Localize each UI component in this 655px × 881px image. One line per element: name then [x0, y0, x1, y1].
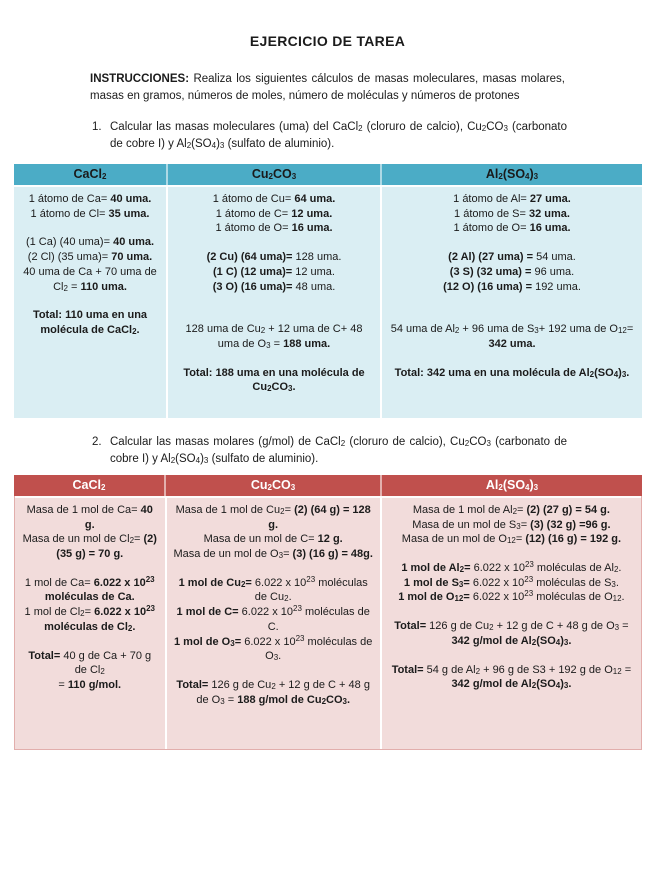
cell-line: 1 mol de Ca= 6.022 x $10^{23}$ moléculas de Ca.: [24, 574, 155, 604]
cell-line: Masa de un mol de C= 12 g.: [203, 533, 343, 546]
cell-line: [388, 308, 636, 322]
cell-line: [173, 664, 374, 678]
cell-line: 1 átomo de C= 12 uma.: [215, 207, 333, 220]
table-molar-masses: [14, 475, 642, 750]
cell-line: [388, 294, 636, 308]
cell-line: Masa de 1 mol de $Cu_2= (2)$ (64 g) = 128 g.: [175, 503, 371, 531]
cell-line: (12 O) (16 uma) = 192 uma.: [443, 280, 581, 293]
list-item-2: [92, 434, 567, 469]
cell-line: (2 Cl) (35 uma)= 70 uma.: [27, 251, 153, 264]
table1-header-cu2co3: $Cu_2CO_3$: [166, 164, 380, 185]
cell-line: (3 S) (32 uma) = 96 uma.: [449, 265, 575, 278]
table2-cell-al2so43: [380, 496, 641, 749]
cell-line: Masa de un mol de $O_3= (3)$ (16 g) = 48g.: [173, 548, 373, 561]
cell-line: 1 mol de $S_3= 6.022$ x $10^{23}$ moléculas de $S_3$.: [403, 574, 619, 589]
cell-line: 1 mol de $Cu_2= 6.022$ x $10^{23}$ moléculas de $Cu_2$.: [178, 574, 368, 604]
cell-line: (2 Cu) (64 uma)= 128 uma.: [206, 251, 342, 264]
cell-line: [20, 294, 160, 308]
list-number: 2.: [92, 435, 102, 448]
table2-header-cacl2: CaCl$_2$: [14, 475, 164, 496]
cell-line: 1 mol de $O_3= 6.022$ x $10^{23}$ moléculas de $O_3$.: [174, 633, 373, 663]
cell-line: 1 átomo de Al= 27 uma.: [453, 192, 571, 205]
cell-line: 54 uma de $Al_2 + 96$ uma de $S_3+ 192$ uma de $O_{12}= 342$ uma.: [390, 323, 634, 351]
table2-cell-cu2co3: [165, 496, 380, 749]
cell-line: (2 Al) (27 uma) = 54 uma.: [448, 251, 576, 264]
cell-line: 1 mol de C= 6.022 x $10^{23}$ moléculas de C.: [176, 604, 370, 633]
cell-line: Total: 188 uma en una molécula de $Cu_2CO_3$.: [183, 366, 365, 394]
cell-line: 1 mol de $Cl_2= 6.022$ x $10^{23}$ moléculas de $Cl_2$.: [24, 604, 155, 633]
cell-line: (1 Ca) (40 uma)= 40 uma.: [25, 236, 155, 249]
cell-line: Masa de 1 mol de Ca= 40 g.: [26, 503, 153, 531]
cell-line: [174, 308, 374, 322]
cell-line: [174, 236, 374, 250]
cell-line: [174, 294, 374, 308]
cell-line: 1 átomo de Cl= 35 uma.: [30, 207, 150, 220]
list-number: 1.: [92, 120, 102, 133]
cell-line: 1 átomo de O= 16 uma.: [453, 222, 571, 235]
page-title: EJERCICIO DE TAREA: [249, 33, 406, 49]
cell-line: Masa de un mol de $S_3= (3)$ (32 g) =96 g.: [412, 518, 611, 531]
table1-cell-cacl2: [14, 185, 166, 418]
cell-line: [20, 221, 160, 235]
cell-line: Total= 54 g de $Al_2 + 96$ g de S3 + 192 g de $O_{12} = 342$ g/mol de $Al_2(SO_4)_3$.: [391, 663, 632, 691]
cell-line: Total= 126 g de $Cu_2 + 12$ g de C + 48 g de $O_3 = 188$ g/mol de $Cu_2CO_3$.: [176, 679, 370, 706]
cell-line: 1 átomo de O= 16 uma.: [215, 222, 333, 235]
cell-line: [173, 562, 374, 576]
instructions-paragraph: INSTRUCCIONES: Realiza los siguientes cálculos de masas moleculares, masas molares, masas en gramos, números de moles, número de moléculas y números de protones: [90, 73, 565, 103]
table1-header-al2so43: $Al_2(SO_4)_3$: [380, 164, 642, 185]
cell-line: [388, 236, 636, 250]
table2-cell-cacl2: [15, 496, 165, 749]
list-item-text: Calcular las masas moleculares (uma) del CaCl$_2$ (cloruro de calcio), $Cu_2CO_3$ (carbonato de cobre I) y $Al_2(SO_4)_3$ (sulfato de aluminio).: [110, 120, 568, 151]
table-molecular-masses: [14, 164, 642, 418]
cell-line: = 110 g/mol.: [58, 679, 122, 692]
list-item-1: [92, 119, 567, 154]
cell-line: 128 uma de $Cu_2 + 12$ uma de C+ 48 uma de $O_3 = 188$ uma.: [185, 323, 363, 351]
cell-line: 1 átomo de S= 32 uma.: [454, 207, 570, 220]
cell-line: 1 átomo de Ca= 40 uma.: [28, 192, 152, 205]
table1-header-row: [14, 164, 642, 185]
cell-line: [388, 547, 635, 561]
cell-line: [21, 635, 159, 649]
cell-line: Masa de un mol de $O_{12}= (12)$ (16 g) = 192 g.: [401, 533, 622, 546]
cell-line: 1 mol de $O_{12}= 6.022$ x $10^{23}$ moléculas de $O_{12}$.: [398, 589, 625, 604]
document-page: [0, 33, 655, 881]
cell-line: [388, 352, 636, 366]
cell-line: Masa de 1 mol de $Al_2= (2)$ (27 g) = 54 g.: [412, 503, 610, 516]
cell-line: 1 átomo de Cu= 64 uma.: [212, 192, 336, 205]
cell-line: (3 O) (16 uma)= 48 uma.: [212, 280, 336, 293]
cell-line: 1 mol de $Al_2= 6.022$ x $10^{23}$ moléculas de $Al_2$.: [401, 560, 622, 575]
table2-header-row: [14, 475, 642, 496]
table1-body-row: [14, 185, 642, 418]
table1-cell-al2so43: [380, 185, 642, 418]
cell-line: [388, 649, 635, 663]
list-item-text: Calcular las masas molares (g/mol) de CaCl$_2$ (cloruro de calcio), $Cu_2CO_3$ (carbonato de cobre I) y $Al_2(SO_4)_3$ (sulfato de aluminio).: [110, 435, 567, 466]
table2-header-al2so43: $Al_2(SO_4)_3$: [380, 475, 642, 496]
table1-cell-cu2co3: [166, 185, 380, 418]
cell-line: Total: 342 uma en una molécula de $Al_2(SO_4)_3$.: [394, 366, 630, 379]
cell-line: [21, 562, 159, 576]
cell-line: [388, 605, 635, 619]
table2-header-cu2co3: $Cu_2CO_3$: [164, 475, 380, 496]
cell-line: (1 C) (12 uma)= 12 uma.: [213, 265, 335, 278]
table1-header-cacl2: CaCl$_2$: [14, 164, 166, 185]
table2-body-row: [14, 496, 642, 750]
cell-line: Total: 110 uma en una molécula de CaCl$_2$.: [32, 309, 148, 337]
cell-line: [174, 352, 374, 366]
cell-line: Total= 40 g de Ca + 70 g de $Cl_2$: [28, 649, 152, 677]
cell-line: Total= 126 g de $Cu_2 + 12$ g de C + 48 g de $O_3 = 342$ g/mol de $Al_2(SO_4)_3$.: [394, 620, 629, 647]
cell-line: 40 uma de Ca + 70 uma de $Cl_2 = 110$ uma.: [23, 265, 157, 293]
cell-line: Masa de un mol de $Cl_2= (2)$ (35 g) = 70 g.: [22, 533, 157, 561]
